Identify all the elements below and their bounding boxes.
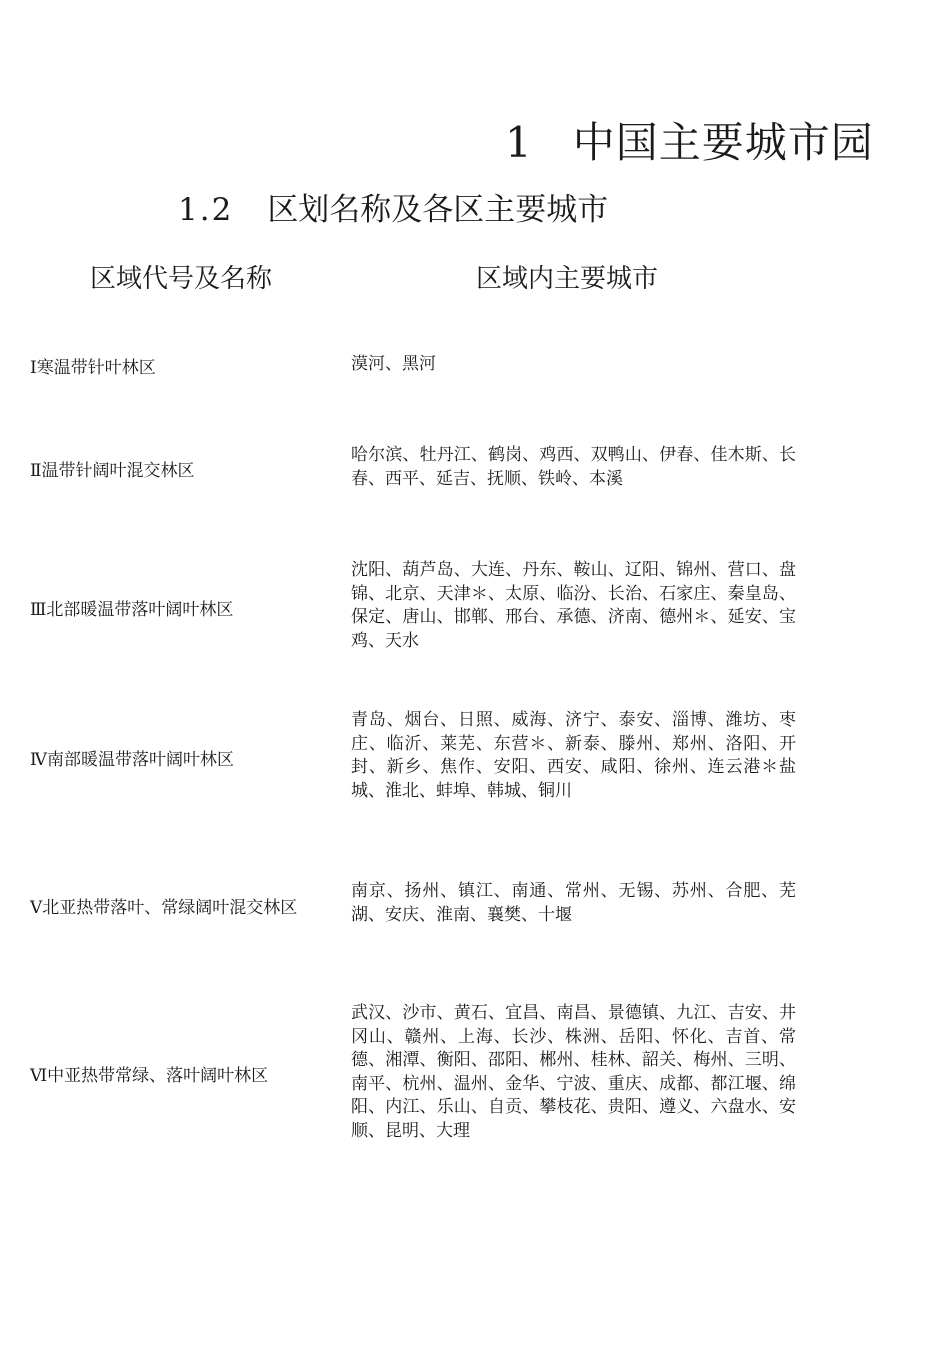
region-cities: 沈阳、葫芦岛、大连、丹东、鞍山、辽阳、锦州、营口、盘锦、北京、天津＊、太原、临汾、长治、石家庄、秦皇岛、保定、唐山、邯郸、邢台、承德、济南、德州＊、延安、宝鸡、天水 <box>351 560 796 651</box>
region-cities: 哈尔滨、牡丹江、鹤岗、鸡西、双鸭山、伊春、佳木斯、长春、西平、延吉、抚顺、铁岭、本溪 <box>351 445 796 489</box>
section-title-number: 1.2 <box>178 192 234 228</box>
section-title-text: 区划名称及各区主要城市 <box>267 192 609 228</box>
region-name: Ⅴ北亚热带落叶、常绿阔叶混交林区 <box>30 898 298 918</box>
column-header-region: 区域代号及名称 <box>90 264 273 294</box>
region-cities: 南京、扬州、镇江、南通、常州、无锡、苏州、合肥、芜湖、安庆、淮南、襄樊、十堰 <box>351 881 796 925</box>
page-title-number: 1 <box>505 118 533 167</box>
region-cities: 青岛、烟台、日照、威海、济宁、泰安、淄博、潍坊、枣庄、临沂、莱芜、东营＊、新泰、滕州、郑州、洛阳、开封、新乡、焦作、安阳、西安、咸阳、徐州、连云港＊盐城、淮北、蚌埠、韩城、铜川 <box>351 710 796 801</box>
region-name: Ⅱ温带针阔叶混交林区 <box>30 461 195 481</box>
region-name: Ⅵ中亚热带常绿、落叶阔叶林区 <box>30 1066 269 1086</box>
region-cities: 漠河、黑河 <box>351 354 436 374</box>
region-name: Ⅰ寒温带针叶林区 <box>30 358 156 378</box>
region-name: Ⅳ南部暖温带落叶阔叶林区 <box>30 750 234 770</box>
section-title <box>178 184 608 229</box>
page-title-text: 中国主要城市园 <box>572 118 874 167</box>
column-header-cities: 区域内主要城市 <box>476 264 659 294</box>
page-title <box>505 110 874 170</box>
region-name: Ⅲ北部暖温带落叶阔叶林区 <box>30 600 234 620</box>
region-cities: 武汉、沙市、黄石、宜昌、南昌、景德镇、九江、吉安、井冈山、赣州、上海、长沙、株洲、岳阳、怀化、吉首、常德、湘潭、衡阳、邵阳、郴州、桂林、韶关、梅州、三明、南平、杭州、温州、金华、宁波、重庆、成都、都江堰、绵阳、内江、乐山、自贡、攀枝花、贵阳、遵义、六盘水、安顺、昆明、大理 <box>351 1003 796 1141</box>
